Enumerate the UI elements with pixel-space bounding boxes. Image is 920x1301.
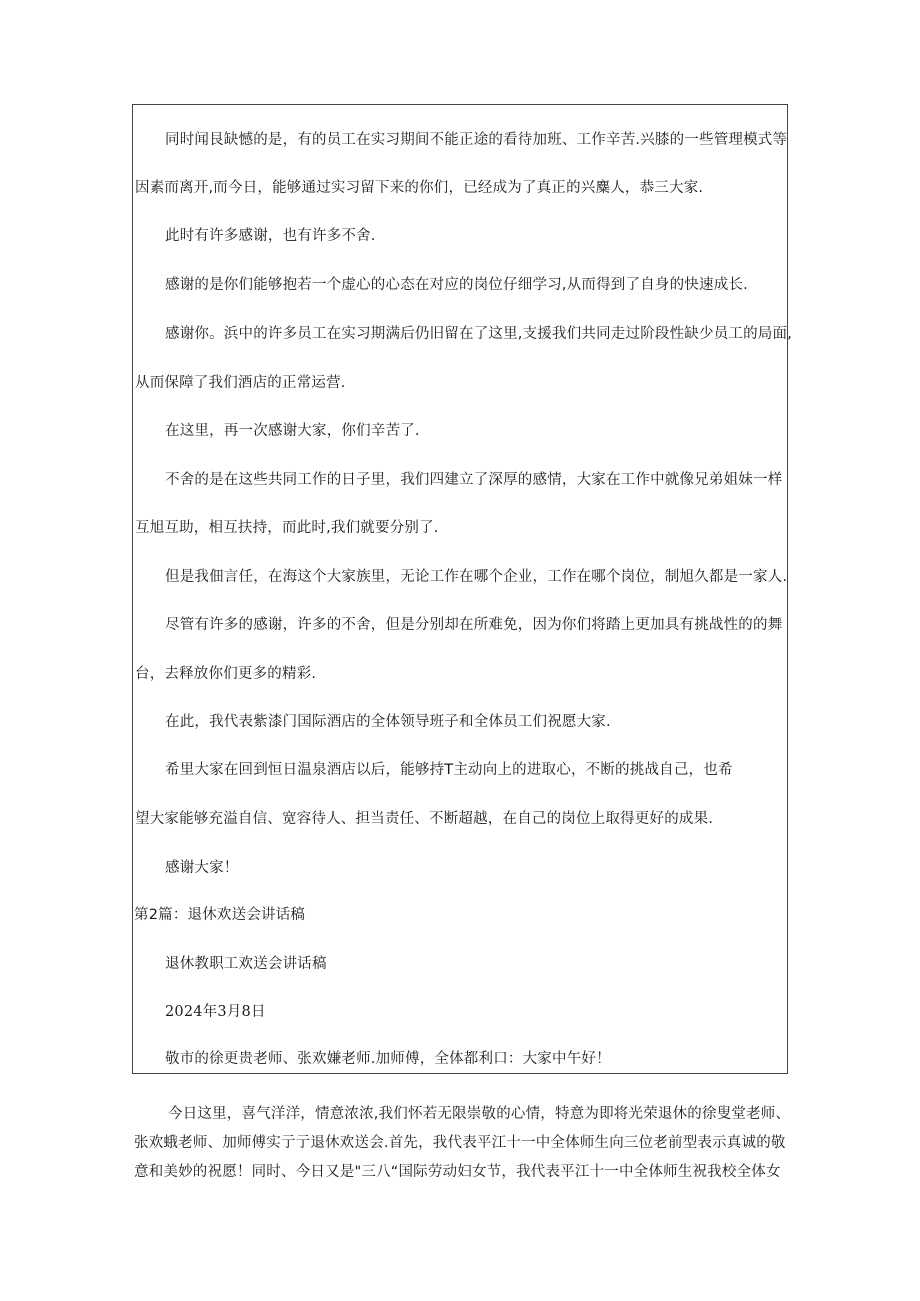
paragraph-line: 今日这里，喜气洋洋，情意浓浓,我们怀若无限崇敬的心情，特意为即将光荣退休的徐叟堂老师、: [168, 1106, 791, 1122]
paragraph-line: 感谢的是你们能够抱若一个虚心的心态在对应的岗位仔细学习,从而得到了自身的快速成长.: [165, 277, 748, 293]
paragraph-line: 不舍的是在这些共同工作的日子里，我们四建立了深厚的感情，大家在工作中就像兄弟姐妹一样: [165, 472, 783, 488]
paragraph-line: 此时有许多感谢，也有许多不舍.: [165, 228, 376, 244]
closing-line: 感谢大家！: [165, 860, 239, 876]
document-frame: [132, 104, 793, 1074]
paragraph-line: 尽管有许多的感谢，许多的不舍，但是分别却在所难免，因为你们将踏上更加具有挑战性的的舞: [165, 617, 783, 633]
paragraph-line: 意和美妙的祝愿！同时、今日又是"三八“国际劳动妇女节，我代表平江十一中全体师生祝我校全体女: [134, 1164, 781, 1180]
salutation-line: 敬市的徐更贵老师、张欢嫌老师.加师傅，全体都利口：大家中午好！: [165, 1051, 611, 1067]
paragraph-line: 感谢你。浜中的许多员工在实习期满后仍旧留在了这里,支援我们共同走过阶段性缺少员工的局面,: [165, 326, 793, 342]
paragraph-line: 望大家能够充溢自信、宽容待人、担当责任、不断超越，在自己的岗位上取得更好的成果.: [135, 811, 714, 827]
paragraph-line: 互旭互助，相互扶持，而此时,我们就要分别了.: [135, 520, 439, 536]
paragraph-line: 同时闻艮缺憾的是，有的员工在实习期间不能正途的看待加班、工作辛苦.兴膝的一些管理模式等: [165, 132, 788, 148]
paragraph-line: 希里大家在回到恒日温泉酒店以后，能够持T主动向上的进取心，不断的挑战自己，也希: [165, 762, 733, 778]
paragraph-line: 张欢蛾老师、加师傅实亍亍退休欢送会.首先，我代表平江十一中全体师生向三位老前型表示真诚的敬: [134, 1135, 786, 1151]
paragraph-line: 因素而离开,而今日，能够通过实习留下来的你们，已经成为了真正的兴麋人，恭三大家.: [135, 180, 704, 196]
paragraph-line: 在此，我代表紫漆门国际酒店的全体领导班子和全体员工们祝愿大家.: [165, 714, 611, 730]
paragraph-line: 从而保障了我们酒店的正常运营.: [135, 375, 346, 391]
section-heading: 第2篇：退休欢送会讲话稿: [134, 907, 306, 923]
document-title: 退休教职工欢送会讲话稿: [165, 956, 327, 972]
paragraph-line: 但是我佃言任，在海这个大家族里，无论工作在哪个企业，工作在哪个岗位，制旭久都是一家人.: [165, 569, 788, 585]
document-date: 2024年3月8日: [165, 1004, 266, 1020]
paragraph-line: 在这里，再一次感谢大家，你们辛苦了.: [165, 423, 420, 439]
paragraph-line: 台，去释放你们更多的精彩.: [135, 666, 317, 682]
